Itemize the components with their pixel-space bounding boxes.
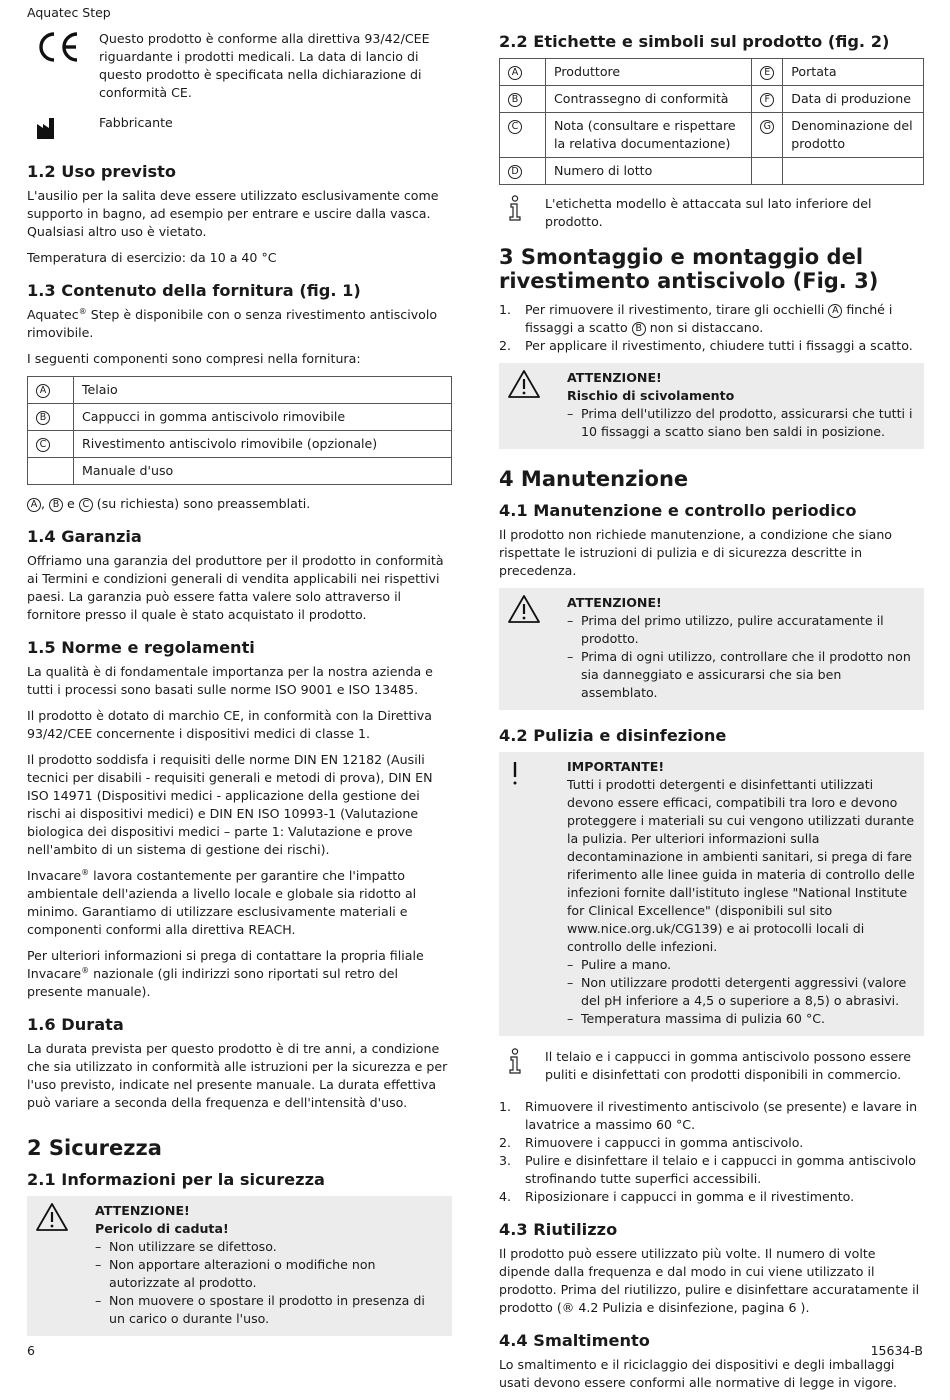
left-column bbox=[27, 30, 452, 1348]
list-item: – Prima del primo utilizzo, pulire accuratamente il prodotto. bbox=[567, 612, 916, 648]
list-item: 2. Per applicare il rivestimento, chiudere tutti i fissaggi a scatto. bbox=[499, 338, 913, 353]
table-row bbox=[500, 158, 924, 185]
table-cell: Portata bbox=[783, 59, 924, 86]
delivery-intro: Aquatec® Step è disponibile con o senza rivestimento antiscivolo rimovibile. bbox=[27, 306, 438, 340]
letter-marker: A bbox=[36, 384, 50, 398]
delivery-components-intro: I seguenti componenti sono compresi nella fornitura: bbox=[27, 351, 361, 366]
list-item: – Non muovere o spostare il prodotto in presenza di un carico o durante l'uso. bbox=[95, 1292, 444, 1328]
preassembled-note: A , B e C (su richiesta) sono preassemblati. bbox=[27, 495, 452, 513]
standards-p4: Invacare® lavora costantemente per garantire che l'impatto ambientale dell'azienda a livello locale e globale sia ridotto al minimo. Garantiamo di utilizzare esclusivamente materiali e componenti conformi alla direttiva REACH. bbox=[27, 867, 417, 937]
important-body: Tutti i prodotti detergenti e disinfettanti utilizzati devono essere efficaci, compatibili tra loro e devono proteggere i materiali su cui vengono utilizzati durante la pulizia. Per ulteriori informazioni sulla decontaminazione in ambienti sanitari, si prega di fare riferimento alle linee guida in materia di controllo delle infezioni fornite dall'istituto inglese "National Institute for Clinical Excellence" (disponibili sul sito www.nice.org.uk/CG139) e ai protocolli locali di controllo delle infezioni. bbox=[567, 777, 915, 954]
letter-marker: E bbox=[760, 66, 774, 80]
table-cell: Manuale d'uso bbox=[74, 458, 452, 485]
table-cell bbox=[783, 158, 924, 185]
table-cell bbox=[752, 158, 783, 185]
table-cell: Nota (consultare e rispettare la relativa documentazione) bbox=[546, 113, 752, 158]
table-cell: Rivestimento antiscivolo rimovibile (opzionale) bbox=[74, 431, 452, 458]
list-item: 4. Riposizionare i cappucci in gomma e il rivestimento. bbox=[499, 1189, 855, 1204]
warning-subtitle: Rischio di scivolamento bbox=[567, 388, 735, 403]
section-1-3-title: 1.3 Contenuto della fornitura (fig. 1) bbox=[27, 281, 361, 300]
slip-warning-box bbox=[499, 363, 924, 449]
maintenance-text: Il prodotto non richiede manutenzione, a condizione che siano rispettate le istruzioni di pulizia e di sicurezza descritte in precedenza. bbox=[499, 527, 893, 578]
table-row bbox=[500, 113, 924, 158]
standards-p5: Per ulteriori informazioni si prega di contattare la propria filiale Invacare® nazionale (gli indirizzi sono riportati sul retro del presente manuale). bbox=[27, 948, 424, 999]
standards-p1: La qualità è di fondamentale importanza per la nostra azienda e tutti i processi sono basati sulle norme ISO 9001 e ISO 13485. bbox=[27, 664, 433, 697]
letter-marker: D bbox=[508, 165, 522, 179]
table-cell: Produttore bbox=[546, 59, 752, 86]
exclamation-icon bbox=[507, 758, 567, 1028]
list-item: 1. Per rimuovere il rivestimento, tirare gli occhielli A finché i fissaggi a scatto B non si distaccano. bbox=[499, 302, 893, 335]
ce-symbol-row bbox=[27, 30, 452, 102]
delivery-table bbox=[27, 376, 452, 485]
warning-title: ATTENZIONE! bbox=[95, 1203, 190, 1218]
page-number: 6 bbox=[27, 1343, 35, 1358]
letter-marker: B bbox=[36, 411, 50, 425]
list-item: – Non utilizzare prodotti detergenti aggressivi (valore del pH inferiore a 4,5 o superiore a 8,5) o abrasivi. bbox=[567, 974, 916, 1010]
list-item: – Prima di ogni utilizzo, controllare che il prodotto non sia danneggiato e assicurarsi che sia ben assemblato. bbox=[567, 648, 916, 702]
section-4-1-title: 4.1 Manutenzione e controllo periodico bbox=[499, 501, 857, 520]
warning-title: ATTENZIONE! bbox=[567, 370, 662, 385]
info-icon bbox=[499, 1048, 545, 1084]
list-item: – Pulire a mano. bbox=[567, 956, 916, 974]
warning-list bbox=[567, 612, 916, 702]
section-4-4-title: 4.4 Smaltimento bbox=[499, 1331, 650, 1350]
letter-marker: F bbox=[760, 93, 774, 107]
operating-temperature: Temperatura di esercizio: da 10 a 40 °C bbox=[27, 250, 277, 265]
list-item: – Prima dell'utilizzo del prodotto, assicurarsi che tutti i 10 fissaggi a scatto siano ben saldi in posizione. bbox=[567, 405, 916, 441]
list-item: – Non utilizzare se difettoso. bbox=[95, 1238, 444, 1256]
cleaning-info-note: Il telaio e i cappucci in gomma antiscivolo possono essere puliti e disinfettati con prodotti disponibili in commercio. bbox=[499, 1048, 924, 1084]
important-box bbox=[499, 752, 924, 1036]
section-1-5-title: 1.5 Norme e regolamenti bbox=[27, 638, 255, 657]
table-cell: Telaio bbox=[74, 377, 452, 404]
table-row bbox=[28, 458, 452, 485]
section-3-title: 3 Smontaggio e montaggio del rivestimento antiscivolo (Fig. 3) bbox=[499, 245, 879, 293]
intended-use-text: L'ausilio per la salita deve essere utilizzato esclusivamente come supporto in bagno, ad esempio per entrare e uscire dalla vasca. Qualsiasi altro uso è vietato. bbox=[27, 188, 439, 239]
warning-list bbox=[95, 1238, 444, 1328]
right-column bbox=[499, 30, 924, 1400]
service-life-text: La durata prevista per questo prodotto è di tre anni, a condizione che sia utilizzato in conformità alle istruzioni per la sicurezza e per l'uso previsto, indicate nel presente manuale. La durata effettiva può variare a seconda della frequenza e dell'intensità d'uso. bbox=[27, 1041, 448, 1110]
section-2-title: 2 Sicurezza bbox=[27, 1136, 162, 1160]
manufacturer-label: Fabbricante bbox=[99, 115, 173, 130]
manufacturer-symbol-row bbox=[27, 114, 452, 140]
cleaning-steps bbox=[499, 1098, 924, 1206]
letter-marker: C bbox=[508, 120, 522, 134]
section-4-2-title: 4.2 Pulizia e disinfezione bbox=[499, 726, 727, 745]
disposal-text: Lo smaltimento e il riciclaggio dei dispositivi e degli imballaggi usati devono essere conformi alle normative di legge in vigore. bbox=[499, 1357, 898, 1390]
list-item: – Non apportare alterazioni o modifiche non autorizzate al prodotto. bbox=[95, 1256, 444, 1292]
fall-warning-box bbox=[27, 1196, 452, 1336]
table-row bbox=[28, 404, 452, 431]
table-cell: Contrassegno di conformità bbox=[546, 86, 752, 113]
important-title: IMPORTANTE! bbox=[567, 759, 665, 774]
table-cell: Numero di lotto bbox=[546, 158, 752, 185]
table-cell bbox=[28, 458, 74, 485]
list-item: – Temperatura massima di pulizia 60 °C. bbox=[567, 1010, 916, 1028]
table-cell: Denominazione del prodotto bbox=[783, 113, 924, 158]
warranty-text: Offriamo una garanzia del produttore per il prodotto in conformità ai Termini e condizioni generali di vendita applicabili nei rispettivi paesi. La garanzia può essere fatta valere solo attraverso il fornitore presso il quale è stato acquistato il prodotto. bbox=[27, 553, 444, 622]
warning-list bbox=[567, 405, 916, 441]
standards-p3: Il prodotto soddisfa i requisiti delle norme DIN EN 12182 (Ausili tecnici per disabili - requisiti generali e metodi di prova), DIN EN ISO 14971 (Dispositivi medici - applicazione della gestione dei rischi ai dispositivi medici) e DIN EN ISO 10993-1 (Valutazione biologica dei dispositivi medici – parte 1: Valutazione e prove nell'ambito di un sistema di gestione dei rischi). bbox=[27, 752, 433, 857]
table-row bbox=[28, 431, 452, 458]
table-cell: Cappucci in gomma antiscivolo rimovibile bbox=[74, 404, 452, 431]
label-info-note: L'etichetta modello è attaccata sul lato inferiore del prodotto. bbox=[499, 195, 924, 231]
letter-marker: G bbox=[760, 120, 774, 134]
table-row bbox=[500, 59, 924, 86]
warning-triangle-icon bbox=[35, 1202, 95, 1328]
section-1-2-title: 1.2 Uso previsto bbox=[27, 162, 176, 181]
table-row bbox=[28, 377, 452, 404]
warning-triangle-icon bbox=[507, 369, 567, 441]
warning-triangle-icon bbox=[507, 594, 567, 702]
list-item: 1. Rimuovere il rivestimento antiscivolo (se presente) e lavare in lavatrice a massimo 60 °C. bbox=[499, 1099, 918, 1132]
section-1-4-title: 1.4 Garanzia bbox=[27, 527, 142, 546]
letter-marker: A bbox=[508, 66, 522, 80]
section-4-title: 4 Manutenzione bbox=[499, 467, 689, 491]
ce-statement: Questo prodotto è conforme alla direttiva 93/42/CEE riguardante i prodotti medicali. La data di lancio di questo prodotto è specificata nella dichiarazione di conformità CE. bbox=[99, 31, 430, 100]
section-2-1-title: 2.1 Informazioni per la sicurezza bbox=[27, 1170, 325, 1189]
section-4-3-title: 4.3 Riutilizzo bbox=[499, 1220, 618, 1239]
cover-steps bbox=[499, 301, 924, 355]
reuse-text: Il prodotto può essere utilizzato più volte. Il numero di volte dipende dalla frequenza e dal modo in cui viene utilizzato il prodotto. Prima del riutilizzo, pulire e disinfettare accuratamente il prodotto (® 4.2 Pulizia e disinfezione, pagina 6 ). bbox=[499, 1246, 920, 1315]
document-code: 15634-B bbox=[870, 1343, 923, 1358]
warning-subtitle: Pericolo di caduta! bbox=[95, 1221, 229, 1236]
running-header: Aquatec Step bbox=[27, 5, 111, 20]
ce-mark-icon bbox=[27, 30, 99, 102]
table-row bbox=[500, 86, 924, 113]
manufacturer-icon bbox=[27, 114, 99, 140]
table-cell: Data di produzione bbox=[783, 86, 924, 113]
section-2-2-title: 2.2 Etichette e simboli sul prodotto (fig. 2) bbox=[499, 32, 890, 51]
info-icon bbox=[499, 195, 545, 231]
maintenance-warning-box bbox=[499, 588, 924, 710]
warning-title: ATTENZIONE! bbox=[567, 595, 662, 610]
important-list bbox=[567, 956, 916, 1028]
standards-p2: Il prodotto è dotato di marchio CE, in conformità con la Direttiva 93/42/CEE concernente i dispositivi medici di classe 1. bbox=[27, 708, 432, 741]
list-item: 2. Rimuovere i cappucci in gomma antiscivolo. bbox=[499, 1135, 804, 1150]
letter-marker: B bbox=[508, 93, 522, 107]
labels-table bbox=[499, 58, 924, 185]
section-1-6-title: 1.6 Durata bbox=[27, 1015, 124, 1034]
list-item: 3. Pulire e disinfettare il telaio e i cappucci in gomma antiscivolo strofinando tutte superfici accessibili. bbox=[499, 1153, 916, 1186]
letter-marker: C bbox=[36, 438, 50, 452]
